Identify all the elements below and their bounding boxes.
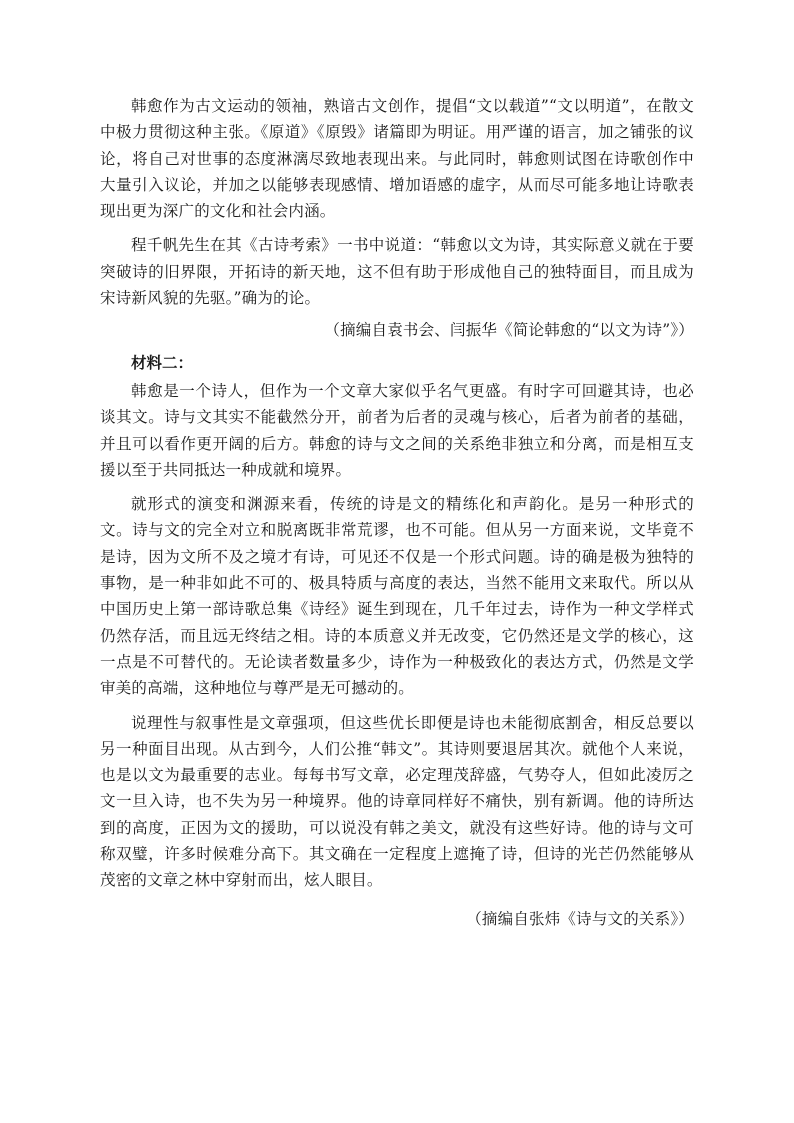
- material2-heading: 材料二：: [131, 352, 194, 372]
- material2-paragraph-1: 韩愈是一个诗人，但作为一个文章大家似乎名气更盛。有时字可回避其诗，也必谈其文。诗与文其实不能截然分开，前者为后者的灵魂与核心，后者为前者的基础，并且可以看作更开阔的后方。韩愈的诗与文之间的关系绝非独立和分离，而是相互支援以至于共同抵达一种成就和境界。: [100, 381, 694, 479]
- material1-paragraph-2: 程千帆先生在其《古诗考索》一书中说道：“韩愈以文为诗，其实际意义就在于要突破诗的旧界限，开拓诗的新天地，这不但有助于形成他自己的独特面目，而且成为宋诗新风貌的先驱。”确为的论。: [100, 236, 694, 308]
- document-body: [100, 93, 694, 938]
- material2-paragraph-3: 说理性与叙事性是文章强项，但这些优长即便是诗也未能彻底割舍，相反总要以另一种面目出现。从古到今，人们公推“韩文”。其诗则要退居其次。就他个人来说，也是以文为最重要的志业。每每书写文章，必定理茂辞盛，气势夺人，但如此凌厉之文一旦入诗，也不失为另一种境界。他的诗章同样好不痛快，别有新调。他的诗所达到的高度，正因为文的援助，可以说没有韩之美文，就没有这些好诗。他的诗与文可称双璧，许多时候难分高下。其文确在一定程度上遮掩了诗，但诗的光芒仍然能够从茂密的文章之林中穿射而出，炫人眼目。: [100, 713, 694, 890]
- material2-source: （摘编自张炜《诗与文的关系》）: [466, 909, 694, 928]
- material2-paragraph-2: 就形式的演变和渊源来看，传统的诗是文的精练化和声韵化。是另一种形式的文。诗与文的完全对立和脱离既非常荒谬，也不可能。但从另一方面来说，文毕竟不是诗，因为文所不及之境才有诗，可见还不仅是一个形式问题。诗的确是极为独特的事物，是一种非如此不可的、极具特质与高度的表达，当然不能用文来取代。所以从中国历史上第一部诗歌总集《诗经》诞生到现在，几千年过去，诗作为一种文学样式仍然存活，而且远无终结之相。诗的本质意义并无改变，它仍然还是文学的核心，这一点是不可替代的。无论读者数量多少，诗作为一种极致化的表达方式，仍然是文学审美的高端，这种地位与尊严是无可撼动的。: [100, 495, 694, 698]
- material1-source: （摘编自袁书会、闫振华《简论韩愈的“以文为诗”》）: [324, 321, 694, 340]
- material1-paragraph-1: 韩愈作为古文运动的领袖，熟谙古文创作，提倡“文以载道”“文以明道”，在散文中极力贯彻这种主张。《原道》《原毁》诸篇即为明证。用严谨的语言，加之铺张的议论，将自己对世事的态度淋漓尽致地表现出来。与此同时，韩愈则试图在诗歌创作中大量引入议论，并加之以能够表现感情、增加语感的虚字，从而尽可能多地让诗歌表现出更为深广的文化和社会内涵。: [100, 97, 694, 221]
